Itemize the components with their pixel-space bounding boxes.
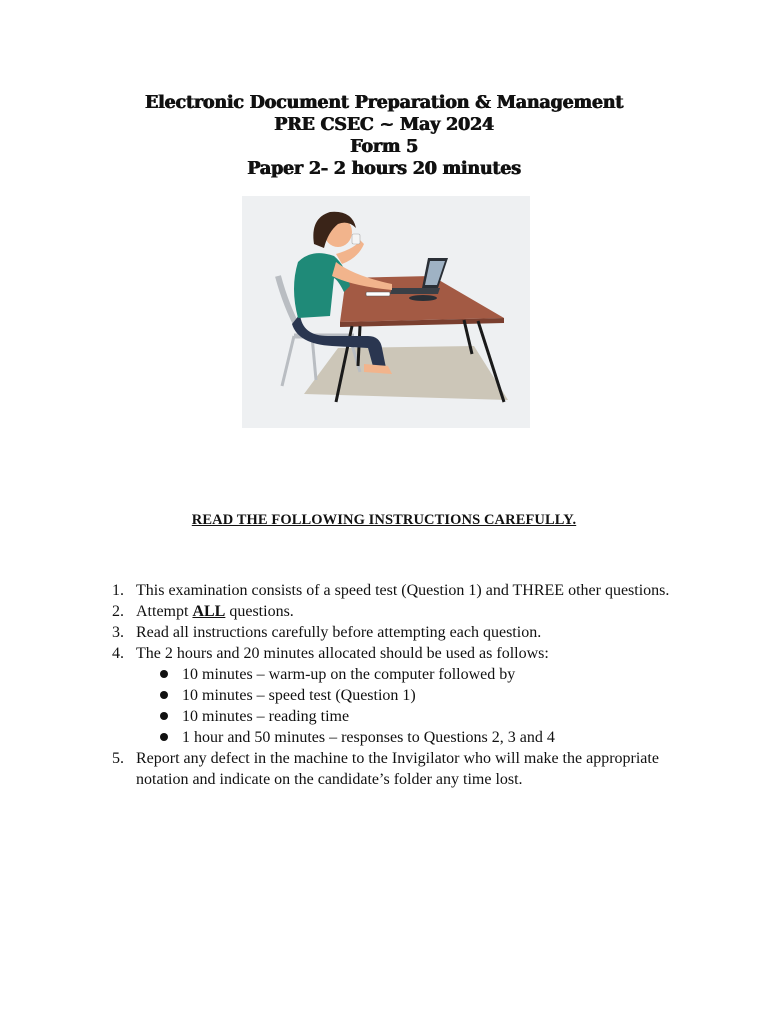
- phone: [366, 292, 390, 296]
- item-text: The 2 hours and 20 minutes allocated should be used as follows:: [136, 645, 549, 662]
- instruction-item: [112, 622, 672, 643]
- item-text: This examination consists of a speed test (Question 1) and THREE other questions.: [136, 582, 670, 599]
- title-exam: PRE CSEC ~ May 2024: [274, 115, 494, 135]
- title-form: Form 5: [350, 137, 418, 157]
- bullet-icon: [160, 712, 168, 720]
- instruction-item: [112, 643, 672, 748]
- instructions-list: [112, 580, 672, 790]
- instruction-item: [112, 580, 672, 601]
- item-number: 4.: [112, 645, 124, 662]
- item-number: 1.: [112, 582, 124, 599]
- title-subject: Electronic Document Preparation & Management: [144, 93, 624, 113]
- floor-shadow: [304, 346, 508, 400]
- item-text-end: questions.: [225, 603, 294, 620]
- bullet-icon: [160, 670, 168, 678]
- sub-text: 10 minutes – reading time: [182, 708, 350, 725]
- item-text: Attempt: [136, 603, 193, 620]
- item-text: Report any defect in the machine to the Invigilator who will make the appropriate notation and indicate on the candidate’s folder any time lost.: [136, 750, 659, 788]
- item-number: 5.: [112, 750, 124, 767]
- mouse: [409, 295, 437, 301]
- document-title: [0, 92, 768, 180]
- woman-at-laptop-desk-illustration: [242, 196, 530, 428]
- item-number: 3.: [112, 624, 124, 641]
- time-allocation-item: [160, 706, 672, 727]
- item-number: 2.: [112, 603, 124, 620]
- instruction-item: [112, 601, 672, 622]
- bullet-icon: [160, 733, 168, 741]
- time-allocation-item: [160, 664, 672, 685]
- time-allocation-item: [160, 685, 672, 706]
- sub-text: 1 hour and 50 minutes – responses to Questions 2, 3 and 4: [182, 729, 555, 746]
- time-allocation-item: [160, 727, 672, 748]
- title-paper: Paper 2- 2 hours 20 minutes: [247, 159, 521, 179]
- instructions-heading: READ THE FOLLOWING INSTRUCTIONS CAREFULLY.: [191, 512, 577, 528]
- instruction-item: [112, 748, 672, 790]
- sub-text: 10 minutes – speed test (Question 1): [182, 687, 416, 704]
- time-allocation-list: [136, 664, 672, 748]
- bullet-icon: [160, 691, 168, 699]
- sub-text: 10 minutes – warm-up on the computer followed by: [182, 666, 516, 683]
- item-text: Read all instructions carefully before attempting each question.: [136, 624, 542, 641]
- emphasis-all: ALL: [192, 603, 226, 620]
